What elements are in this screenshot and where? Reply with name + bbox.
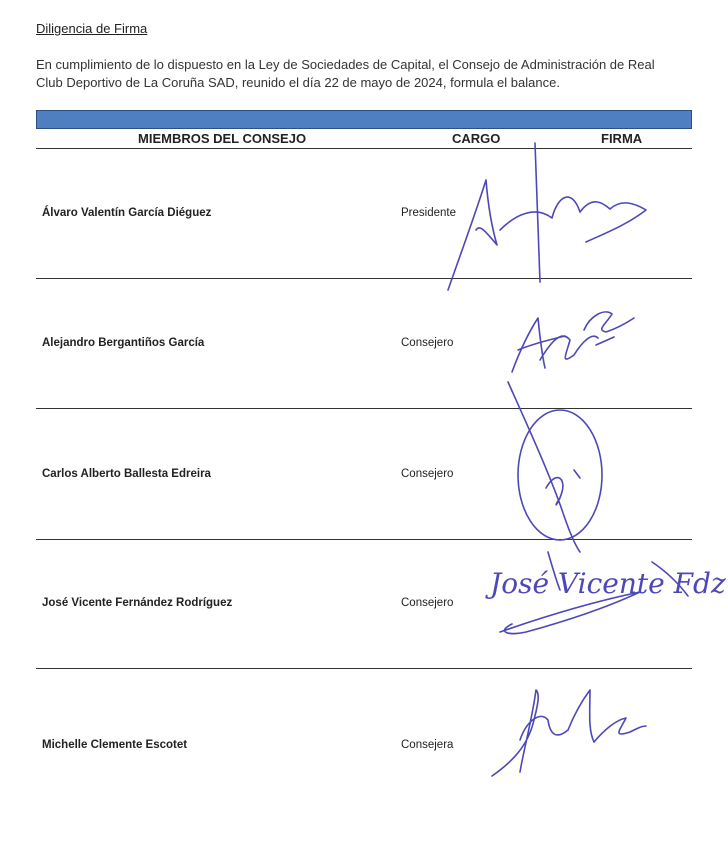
- header-firma: FIRMA: [601, 131, 643, 146]
- table-header-bar: [36, 110, 692, 129]
- member-name: Michelle Clemente Escotet: [42, 739, 188, 751]
- member-cargo: Presidente: [401, 207, 456, 219]
- member-cargo: Consejero: [401, 337, 454, 349]
- header-cargo: CARGO: [452, 131, 501, 146]
- member-cargo: Consejera: [401, 739, 454, 751]
- signature-presidente: [448, 143, 646, 290]
- row-divider: [36, 539, 692, 540]
- signature-consejero-1: [512, 312, 634, 372]
- member-name: José Vicente Fernández Rodríguez: [42, 597, 233, 609]
- signature-consejero-3: [485, 552, 726, 634]
- member-cargo: Consejero: [401, 468, 454, 480]
- row-divider: [36, 668, 692, 669]
- member-name: Carlos Alberto Ballesta Edreira: [42, 468, 211, 480]
- section-heading: Diligencia de Firma: [36, 21, 148, 36]
- row-divider: [36, 408, 692, 409]
- header-members: MIEMBROS DEL CONSEJO: [138, 131, 307, 146]
- intro-paragraph: En cumplimiento de lo dispuesto en la Ley de Sociedades de Capital, el Consejo de Administración de Real Club Deportivo de La Coruña SAD, reunido el día 22 de mayo de 2024, formula el balance.: [36, 57, 655, 90]
- member-name: Álvaro Valentín García Diéguez: [42, 207, 212, 219]
- row-divider: [36, 278, 692, 279]
- signature-consejera: [492, 690, 646, 776]
- member-name: Alejandro Bergantiños García: [42, 337, 205, 349]
- row-divider: [36, 148, 692, 149]
- svg-text:José Vicente Fdz: José Vicente Fdz: [490, 567, 726, 600]
- member-cargo: Consejero: [401, 597, 454, 609]
